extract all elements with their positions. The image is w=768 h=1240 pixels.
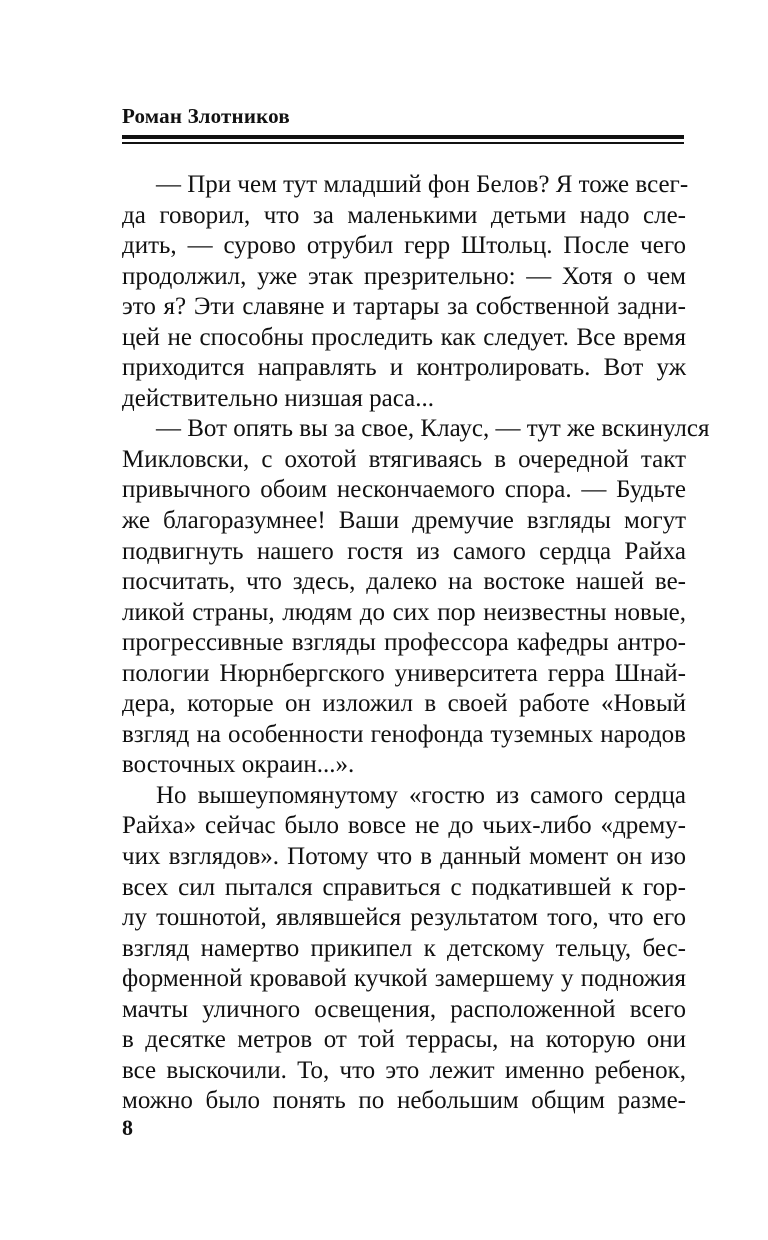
text-line: действительно низшая раса... [122, 384, 434, 412]
text-line: можно было понять по небольшим общим разме- [122, 1087, 686, 1115]
text-line: мачты уличного освещения, расположенной всего [122, 995, 686, 1023]
text-line: все выскочили. То, что это лежит именно ребенок, [122, 1056, 686, 1084]
running-head-author: Роман Злотников [122, 104, 290, 128]
text-line: да говорил, что за маленькими детьми надо сле- [122, 201, 686, 229]
text-line: же благоразумнее! Ваши дремучие взгляды могут [122, 507, 686, 535]
text-line: Но вышеупомянутому «гостю из самого сердца [156, 781, 686, 809]
text-line: дить, — сурово отрубил герр Штольц. После чего [122, 232, 686, 260]
text-line: Микловски, с охотой втягиваясь в очередной такт [122, 445, 686, 473]
text-line: в десятке метров от той террасы, на которую они [122, 1026, 686, 1054]
header-rule-thin [122, 142, 684, 144]
text-line: цей не способны проследить как следует. Все время [122, 323, 686, 351]
text-line: пологии Нюрнбергского университета герра Шнай- [122, 659, 686, 687]
text-line: лу тошнотой, являвшейся результатом того, что его [122, 904, 686, 932]
text-line: Райха» сейчас было вовсе не до чьих-либо «дрему- [122, 812, 686, 840]
text-line: взгляд на особенности генофонда туземных народов [122, 720, 686, 748]
header-rule-thick [122, 135, 684, 139]
text-line: ликой страны, людям до сих пор неизвестны новые, [122, 598, 686, 626]
text-line: форменной кровавой кучкой замершему у подножия [122, 965, 686, 993]
text-line: подвигнуть нашего гостя из самого сердца Райха [122, 537, 686, 565]
text-line: восточных окраин...». [122, 751, 355, 779]
text-line: посчитать, что здесь, далеко на востоке нашей ве- [122, 568, 686, 596]
text-line: продолжил, уже этак презрительно: — Хотя о чем [122, 262, 686, 290]
text-line: всех сил пытался справиться с подкатившей к гор- [122, 873, 686, 901]
text-line: дера, которые он изложил в своей работе «Новый [122, 690, 686, 718]
text-line: привычного обоим нескончаемого спора. — Будьте [122, 476, 686, 504]
text-line: это я? Эти славяне и тартары за собственной задни- [122, 293, 686, 321]
text-line: приходится направлять и контролировать. Вот уж [122, 354, 686, 382]
page-number: 8 [122, 1115, 133, 1140]
text-line: — Вот опять вы за свое, Клаус, — тут же вскинулся [156, 415, 710, 443]
text-line: — При чем тут младший фон Белов? Я тоже всег- [156, 171, 689, 198]
text-line: чих взглядов». Потому что в данный момент он изо [122, 843, 686, 871]
text-line: прогрессивные взгляды профессора кафедры антро- [122, 629, 686, 657]
body-text [122, 170, 710, 1117]
text-line: взгляд намертво прикипел к детскому тельцу, бес- [122, 934, 686, 962]
